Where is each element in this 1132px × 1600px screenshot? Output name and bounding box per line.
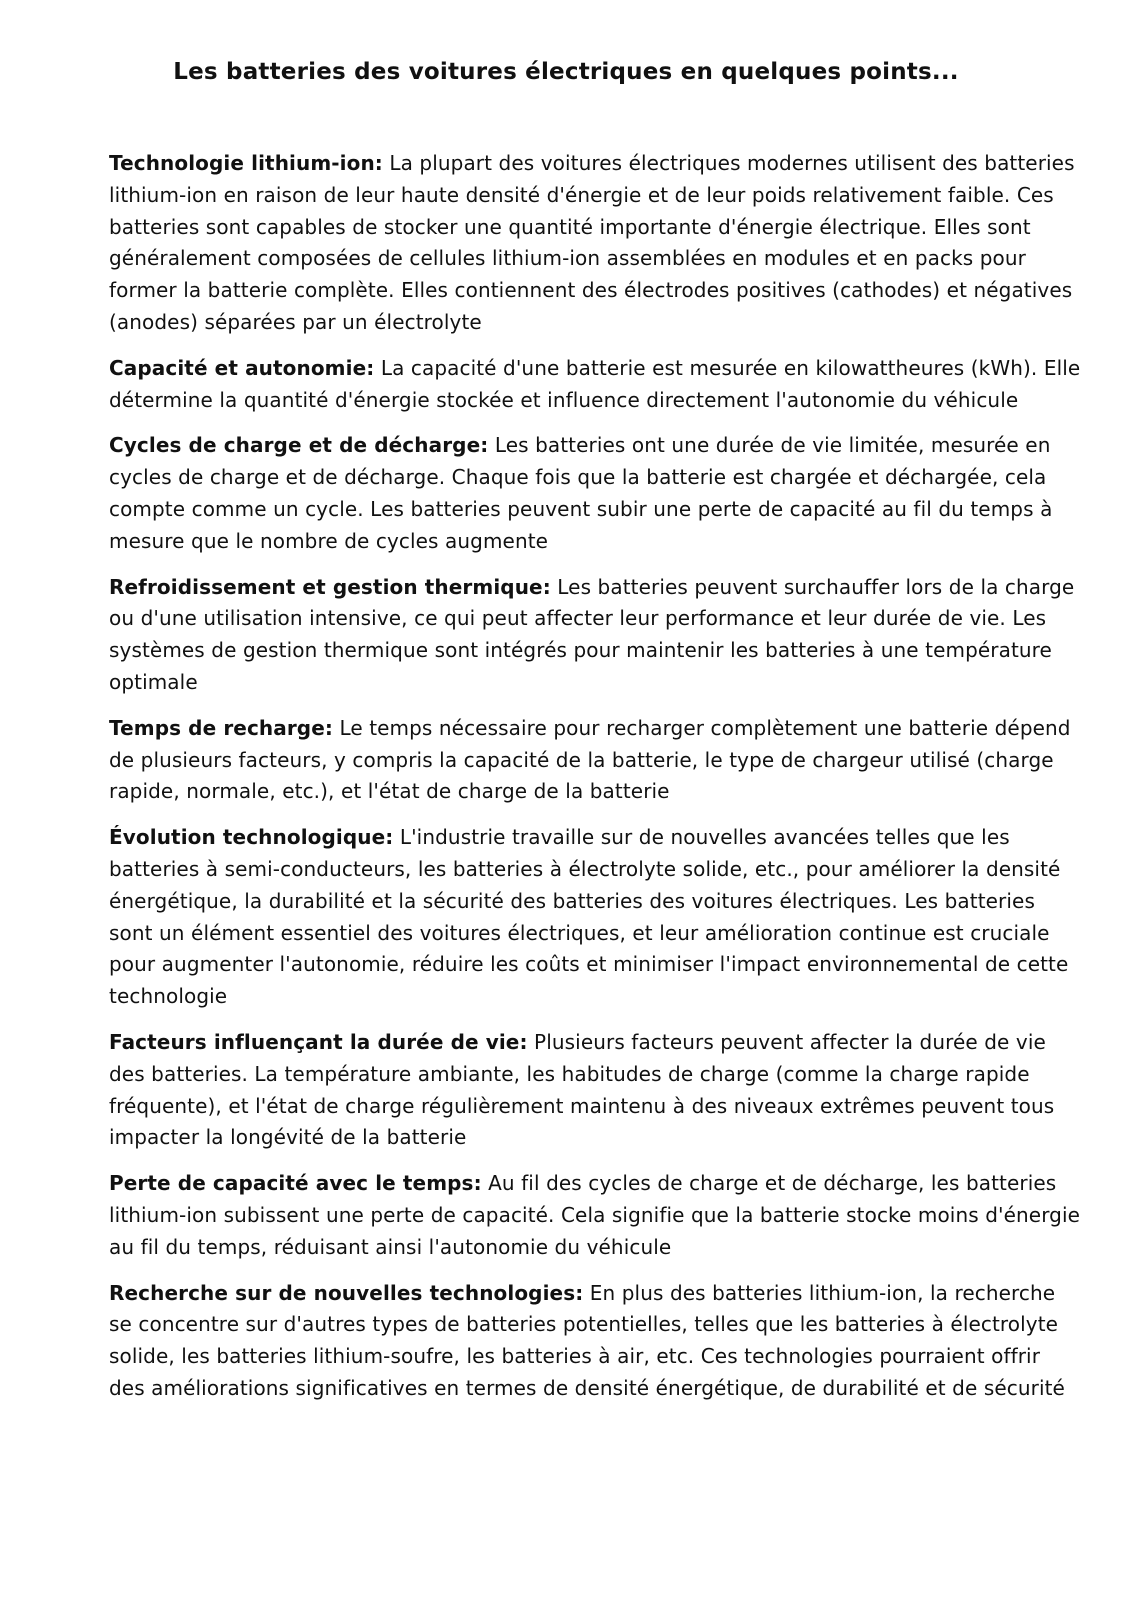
paragraph-text: Au fil des cycles de charge et de décharge, les batteries lithium-ion subissent une perte de capacité. Cela signifie que la batterie stocke moins d'énergie au fil du temps, réduisant ainsi l'autonomie du véhicule <box>109 1171 1081 1259</box>
paragraph-capacite-autonomie <box>109 353 1081 417</box>
paragraph-text: En plus des batteries lithium-ion, la recherche se concentre sur d'autres types de batteries potentielles, telles que les batteries à électrolyte solide, les batteries lithium-soufre, les batteries à air, etc. Ces technologies pourraient offrir des améliorations significatives en termes de densité énergétique, de durabilité et de sécurité <box>109 1280 1065 1400</box>
paragraph-term: Capacité et autonomie: <box>109 355 375 380</box>
paragraph-term: Refroidissement et gestion thermique: <box>109 574 551 599</box>
paragraph-recherche-nouvelles-technologies <box>109 1278 1081 1405</box>
paragraph-text: Le temps nécessaire pour recharger complètement une batterie dépend de plusieurs facteurs, y compris la capacité de la batterie, le type de chargeur utilisé (charge rapide, normale, etc.), et l'état de charge de la batterie <box>109 715 1071 804</box>
paragraph-text: Les batteries ont une durée de vie limitée, mesurée en cycles de charge et de décharge. Chaque fois que la batterie est chargée et déchargée, cela compte comme un cycle. Les batteries peuvent subir une perte de capacité au fil du temps à mesure que le nombre de cycles augmente <box>109 433 1053 553</box>
paragraph-technologie-lithium-ion <box>109 148 1081 339</box>
paragraph-term: Recherche sur de nouvelles technologies: <box>109 1280 584 1305</box>
paragraph-term: Temps de recharge: <box>109 715 333 740</box>
document-title: Les batteries des voitures électriques en quelques points... <box>173 59 959 85</box>
paragraph-term: Cycles de charge et de décharge: <box>109 433 489 458</box>
paragraph-text: Plusieurs facteurs peuvent affecter la durée de vie des batteries. La température ambiante, les habitudes de charge (comme la charge rapide fréquente), et l'état de charge régulièrement maintenu à des niveaux extrêmes peuvent tous impacter la longévité de la batterie <box>109 1029 1055 1150</box>
document-body <box>109 148 1081 1419</box>
paragraph-facteurs-duree-vie <box>109 1027 1081 1154</box>
paragraph-term: Évolution technologique: <box>109 825 394 850</box>
paragraph-perte-capacite <box>109 1168 1081 1263</box>
paragraph-text: La capacité d'une batterie est mesurée en kilowattheures (kWh). Elle détermine la quantité d'énergie stockée et influence directement l'autonomie du véhicule <box>109 355 1081 412</box>
paragraph-temps-recharge <box>109 713 1081 808</box>
paragraph-refroidissement-gestion-thermique <box>109 572 1081 699</box>
paragraph-term: Perte de capacité avec le temps: <box>109 1171 482 1196</box>
paragraph-text: L'industrie travaille sur de nouvelles avancées telles que les batteries à semi-conducteurs, les batteries à électrolyte solide, etc., pour améliorer la densité énergétique, la durabilité et la sécurité des batteries des voitures électriques. Les batteries sont un élément essentiel des voitures électriques, et leur amélioration continue est cruciale pour augmenter l'autonomie, réduire les coûts et minimiser l'impact environnemental de cette technologie <box>109 825 1069 1009</box>
paragraph-evolution-technologique <box>109 822 1081 1013</box>
paragraph-term: Technologie lithium-ion: <box>109 151 383 175</box>
paragraph-text: Les batteries peuvent surchauffer lors de la charge ou d'une utilisation intensive, ce qui peut affecter leur performance et leur durée de vie. Les systèmes de gestion thermique sont intégrés pour maintenir les batteries à une température optimale <box>109 574 1075 694</box>
paragraph-term: Facteurs influençant la durée de vie: <box>109 1029 528 1054</box>
paragraph-cycles-charge-decharge <box>109 430 1081 557</box>
paragraph-text: La plupart des voitures électriques modernes utilisent des batteries lithium-ion en raison de leur haute densité d'énergie et de leur poids relativement faible. Ces batteries sont capables de stocker une quantité importante d'énergie électrique. Elles sont généralement composées de cellules lithium-ion assemblées en modules et en packs pour former la batterie complète. Elles contiennent des électrodes positives (cathodes) et négatives (anodes) séparées par un électrolyte <box>109 151 1075 334</box>
